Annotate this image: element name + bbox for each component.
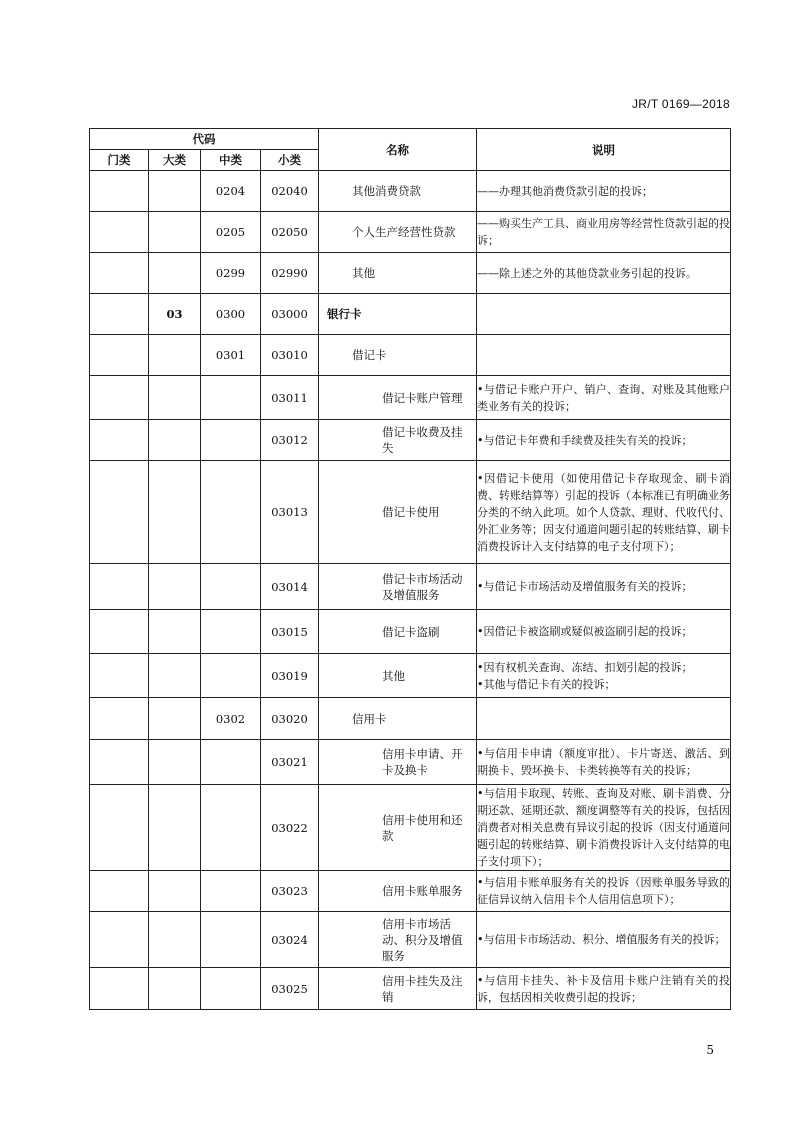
name-cell: 借记卡账户管理 <box>319 376 477 420</box>
middle-code-cell <box>201 740 261 785</box>
name-cell: 借记卡市场活动及增值服务 <box>319 564 477 610</box>
header-minor: 小类 <box>261 150 319 171</box>
description-cell: ——办理其他消费贷款引起的投诉； <box>477 171 731 212</box>
major-code-cell <box>149 171 201 212</box>
name-cell: 信用卡账单服务 <box>319 871 477 912</box>
header-category: 门类 <box>90 150 149 171</box>
table-row <box>90 912 731 968</box>
minor-code-cell: 03019 <box>261 654 319 698</box>
description-cell: •与信用卡取现、转账、查询及对账、刷卡消费、分期还款、延期还款、额度调整等有关的投诉，包括因消费者对相关息费有异议引起的投诉（因支付通道问题引起的转账结算、刷卡消费投诉计入支付结算的电子支付项下）； <box>477 785 731 871</box>
document-code: JR/T 0169—2018 <box>631 97 730 111</box>
category-code-cell <box>90 610 149 654</box>
major-code-cell <box>149 698 201 740</box>
minor-code-cell: 03022 <box>261 785 319 871</box>
minor-code-cell: 03023 <box>261 871 319 912</box>
category-code-cell <box>90 171 149 212</box>
category-code-cell <box>90 740 149 785</box>
table-body <box>90 171 731 1010</box>
middle-code-cell <box>201 420 261 461</box>
category-code-cell <box>90 335 149 376</box>
table-row <box>90 376 731 420</box>
name-cell: 信用卡市场活动、积分及增值服务 <box>319 912 477 968</box>
category-code-cell <box>90 294 149 335</box>
category-code-cell <box>90 912 149 968</box>
category-code-cell <box>90 654 149 698</box>
major-code-cell <box>149 968 201 1010</box>
category-code-cell <box>90 420 149 461</box>
table-row <box>90 564 731 610</box>
name-cell: 其他 <box>319 654 477 698</box>
major-code-cell <box>149 610 201 654</box>
middle-code-cell: 0300 <box>201 294 261 335</box>
name-cell: 借记卡收费及挂失 <box>319 420 477 461</box>
major-code-cell <box>149 564 201 610</box>
middle-code-cell <box>201 785 261 871</box>
category-code-cell <box>90 564 149 610</box>
minor-code-cell: 02050 <box>261 212 319 253</box>
description-cell: •与借记卡年费和手续费及挂失有关的投诉； <box>477 420 731 461</box>
table-row <box>90 871 731 912</box>
middle-code-cell <box>201 610 261 654</box>
category-code-cell <box>90 968 149 1010</box>
name-cell: 信用卡挂失及注销 <box>319 968 477 1010</box>
middle-code-cell: 0302 <box>201 698 261 740</box>
name-cell: 借记卡盗刷 <box>319 610 477 654</box>
major-code-cell <box>149 654 201 698</box>
middle-code-cell: 0204 <box>201 171 261 212</box>
minor-code-cell: 03012 <box>261 420 319 461</box>
major-code-cell <box>149 785 201 871</box>
table-row <box>90 785 731 871</box>
page-number: 5 <box>706 1043 714 1057</box>
middle-code-cell <box>201 871 261 912</box>
minor-code-cell: 03021 <box>261 740 319 785</box>
middle-code-cell <box>201 564 261 610</box>
minor-code-cell: 03024 <box>261 912 319 968</box>
major-code-cell <box>149 212 201 253</box>
description-cell: •与信用卡市场活动、积分、增值服务有关的投诉； <box>477 912 731 968</box>
table-row <box>90 461 731 564</box>
minor-code-cell: 02040 <box>261 171 319 212</box>
header-row-top <box>90 129 731 150</box>
description-cell: ——除上述之外的其他贷款业务引起的投诉。 <box>477 253 731 294</box>
name-cell: 其他消费贷款 <box>319 171 477 212</box>
header-description: 说明 <box>477 129 731 171</box>
header-major: 大类 <box>149 150 201 171</box>
table-row <box>90 253 731 294</box>
description-cell: •与信用卡申请（额度审批）、卡片寄送、激活、到期换卡、毁坏换卡、卡类转换等有关的投诉； <box>477 740 731 785</box>
middle-code-cell: 0301 <box>201 335 261 376</box>
description-cell: •与借记卡市场活动及增值服务有关的投诉； <box>477 564 731 610</box>
description-cell: •因借记卡被盗刷或疑似被盗刷引起的投诉； <box>477 610 731 654</box>
table-row <box>90 610 731 654</box>
major-code-cell <box>149 253 201 294</box>
minor-code-cell: 03015 <box>261 610 319 654</box>
description-cell <box>477 698 731 740</box>
description-cell: ——购买生产工具、商业用房等经营性贷款引起的投诉； <box>477 212 731 253</box>
table-row <box>90 294 731 335</box>
name-cell: 信用卡 <box>319 698 477 740</box>
description-cell: •与信用卡账单服务有关的投诉（因账单服务导致的征信异议纳入信用卡个人信用信息项下）； <box>477 871 731 912</box>
minor-code-cell: 03013 <box>261 461 319 564</box>
minor-code-cell: 03025 <box>261 968 319 1010</box>
major-code-cell <box>149 461 201 564</box>
name-cell: 个人生产经营性贷款 <box>319 212 477 253</box>
name-cell: 借记卡使用 <box>319 461 477 564</box>
name-cell: 借记卡 <box>319 335 477 376</box>
table-row <box>90 654 731 698</box>
major-code-cell <box>149 335 201 376</box>
name-cell: 银行卡 <box>319 294 477 335</box>
category-code-cell <box>90 212 149 253</box>
table-row <box>90 968 731 1010</box>
middle-code-cell: 0299 <box>201 253 261 294</box>
description-cell: •与借记卡账户开户、销户、查询、对账及其他账户类业务有关的投诉； <box>477 376 731 420</box>
name-cell: 信用卡申请、开卡及换卡 <box>319 740 477 785</box>
major-code-cell: 03 <box>149 294 201 335</box>
description-cell <box>477 294 731 335</box>
category-code-cell <box>90 376 149 420</box>
major-code-cell <box>149 871 201 912</box>
classification-table <box>89 128 731 1010</box>
major-code-cell <box>149 420 201 461</box>
middle-code-cell <box>201 654 261 698</box>
minor-code-cell: 03014 <box>261 564 319 610</box>
category-code-cell <box>90 461 149 564</box>
description-cell: •因借记卡使用（如使用借记卡存取现金、刷卡消费、转账结算等）引起的投诉（本标准已有明确业务分类的不纳入此项。如个人贷款、理财、代收代付、外汇业务等；因支付通道问题引起的转账结算、刷卡消费投诉计入支付结算的电子支付项下）； <box>477 461 731 564</box>
middle-code-cell <box>201 912 261 968</box>
name-cell: 其他 <box>319 253 477 294</box>
category-code-cell <box>90 871 149 912</box>
minor-code-cell: 03010 <box>261 335 319 376</box>
major-code-cell <box>149 740 201 785</box>
description-cell: •因有权机关查询、冻结、扣划引起的投诉； •其他与借记卡有关的投诉； <box>477 654 731 698</box>
middle-code-cell <box>201 968 261 1010</box>
minor-code-cell: 03000 <box>261 294 319 335</box>
minor-code-cell: 03011 <box>261 376 319 420</box>
header-name: 名称 <box>319 129 477 171</box>
middle-code-cell: 0205 <box>201 212 261 253</box>
description-cell: •与信用卡挂失、补卡及信用卡账户注销有关的投诉，包括因相关收费引起的投诉； <box>477 968 731 1010</box>
table-row <box>90 212 731 253</box>
category-code-cell <box>90 253 149 294</box>
category-code-cell <box>90 698 149 740</box>
table-row <box>90 420 731 461</box>
major-code-cell <box>149 912 201 968</box>
middle-code-cell <box>201 461 261 564</box>
description-cell <box>477 335 731 376</box>
category-code-cell <box>90 785 149 871</box>
table-row <box>90 335 731 376</box>
minor-code-cell: 03020 <box>261 698 319 740</box>
minor-code-cell: 02990 <box>261 253 319 294</box>
major-code-cell <box>149 376 201 420</box>
table-row <box>90 740 731 785</box>
name-cell: 信用卡使用和还款 <box>319 785 477 871</box>
header-code: 代码 <box>90 129 319 150</box>
table-row <box>90 698 731 740</box>
middle-code-cell <box>201 376 261 420</box>
header-middle: 中类 <box>201 150 261 171</box>
table-row <box>90 171 731 212</box>
